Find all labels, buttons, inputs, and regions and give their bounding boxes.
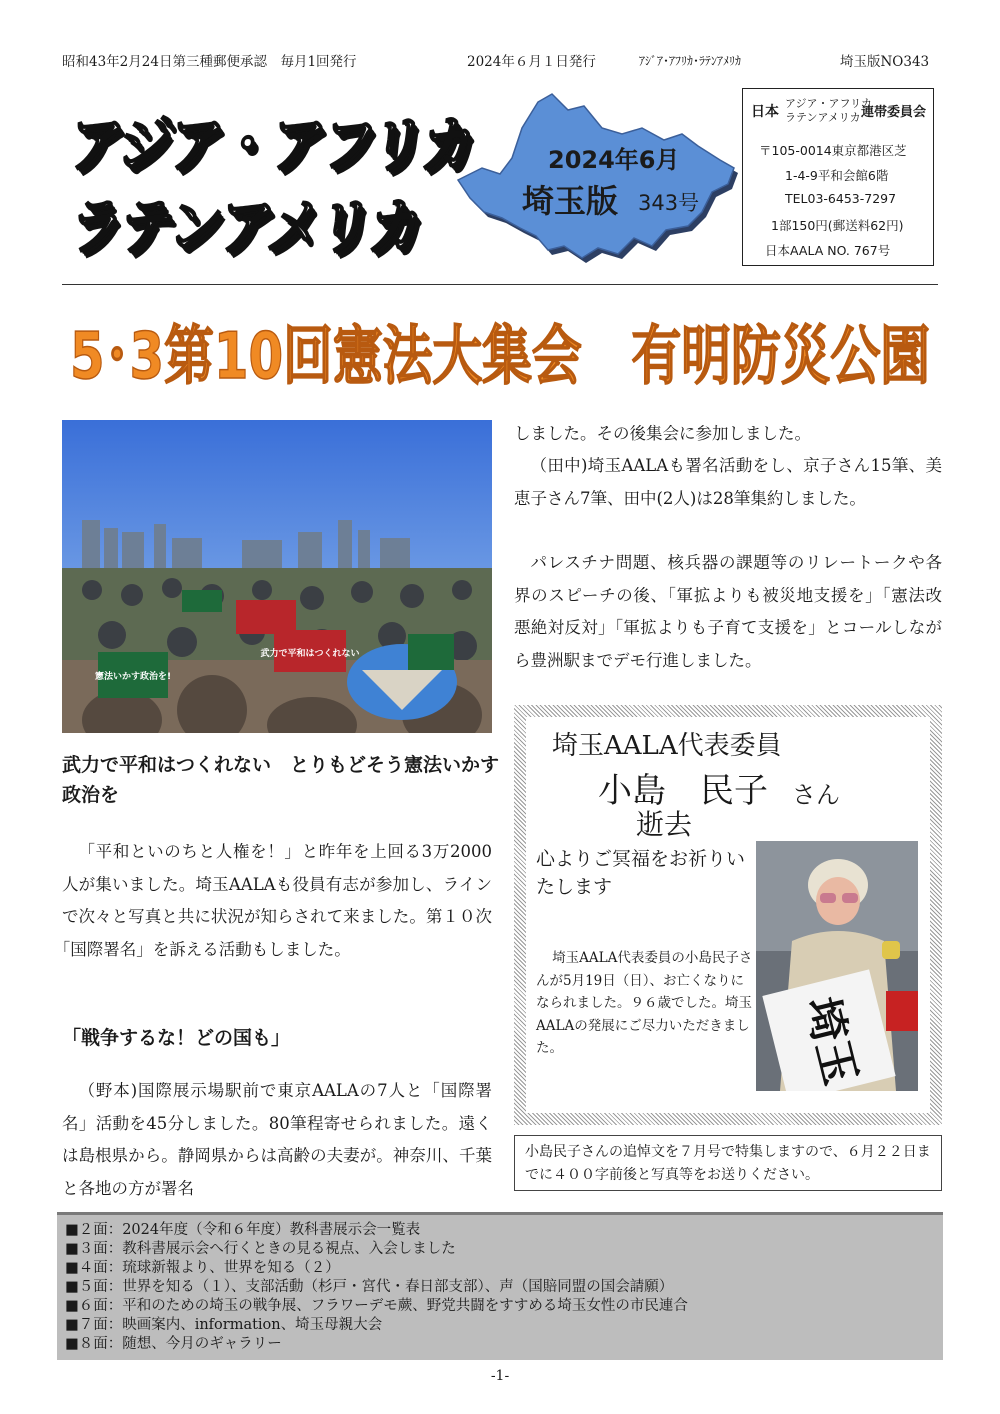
postal-approval: 昭和43年2月24日第三種郵便承認 毎月1回発行 bbox=[62, 54, 357, 70]
rally-photo-illustration bbox=[62, 420, 492, 733]
publisher-org-line2: ラテンアメリカ bbox=[785, 111, 861, 124]
publisher-issue-no: 日本AALA NO. 767号 bbox=[765, 243, 891, 258]
contents-item: ■３面：教科書展示会へ行くときの見る視点、入会しました bbox=[65, 1241, 456, 1257]
masthead-line-2: ラテンアメリカ bbox=[65, 191, 424, 263]
header-divider bbox=[62, 284, 938, 285]
top-info-line bbox=[62, 50, 938, 72]
contents-list bbox=[57, 1212, 943, 1360]
portrait-sign-text: 埼玉 bbox=[795, 992, 866, 1090]
memorial-box-inner bbox=[526, 717, 930, 1113]
masthead-line-1: アジア・アフリカ bbox=[65, 109, 477, 181]
publisher-committee: 連帯委員会 bbox=[861, 105, 927, 120]
contents-item: ■４面：琉球新報より、世界を知る（２） bbox=[65, 1260, 340, 1276]
memorial-condolence: 心よりご冥福をお祈りいたします bbox=[536, 848, 746, 898]
org-small-name: ｱｼﾞｱ･ｱﾌﾘｶ･ﾗﾃﾝｱﾒﾘｶ bbox=[639, 54, 742, 68]
memorial-title: 埼玉AALA代表委員 bbox=[552, 731, 782, 761]
memorial-honorific: さん bbox=[792, 781, 840, 809]
publisher-price: 1部150円(郵送料62円) bbox=[771, 218, 904, 233]
article-paragraph-1: 「平和といのちと人権を！」と昨年を上回る3万2000人が集いました。埼玉AALAも役員有志が参加し、ラインで次々と写真と共に状況が知らされて来ました。第１０次｢国際署名」を訴える活動もしました。 bbox=[62, 842, 492, 959]
map-date: 2024年6月 bbox=[548, 146, 680, 174]
publisher-country: 日本 bbox=[751, 104, 779, 120]
headline-banner bbox=[62, 304, 938, 404]
memorial-body: 埼玉AALA代表委員の小島民子さんが5月19日（日）、お亡くなりになられました。９６歳でした。埼玉AALAの発展にご尽力いただきました。 bbox=[536, 950, 753, 1056]
article-paragraph-2: （野本)国際展示場駅前で東京AALAの7人と「国際署名」活動を45分しました。80筆程寄せられました。遠くは島根県から。静岡県からは高齢の夫妻が。神奈川、千葉と各地の方が署名 bbox=[62, 1081, 492, 1198]
publisher-org-line1: アジア・アフリカ bbox=[785, 97, 873, 110]
contents-item: ■２面：2024年度（令和６年度）教科書展示会一覧表 bbox=[65, 1222, 421, 1238]
issue-date: 2024年６月１日発行 bbox=[467, 54, 596, 70]
contents-item: ■８面：随想、今月のギャラリー bbox=[65, 1336, 282, 1352]
memorial-status: 逝去 bbox=[636, 808, 693, 841]
contents-item: ■５面：世界を知る（１）、支部活動（杉戸・宮代・春日部支部）、声（国賠同盟の国会請願） bbox=[65, 1279, 674, 1295]
article-subhead: 武力で平和はつくれない とりもどそう憲法いかす政治を bbox=[62, 754, 500, 806]
contents-item: ■６面：平和のための埼玉の戦争展、フラワーデモ蕨、野党共闘をすすめる埼玉女性の市民連合 bbox=[65, 1298, 688, 1314]
saitama-map bbox=[452, 88, 740, 263]
article-paragraph-4: （田中)埼玉AALAも署名活動をし、京子さん15筆、美恵子さん7筆、田中(2人)は28筆集約しました。 bbox=[514, 456, 942, 508]
map-edition: 埼玉版 bbox=[522, 182, 619, 220]
article-paragraph-3: しました。その後集会に参加しました。 bbox=[514, 424, 811, 443]
memorial-name: 小島 民子 bbox=[598, 771, 768, 811]
photo-sign-peace: 武力で平和はつくれない bbox=[260, 649, 360, 659]
section-title: 「戦争するな！どの国も」 bbox=[62, 1027, 291, 1049]
publisher-address1: 〒105-0014東京都港区芝 bbox=[759, 143, 907, 158]
headline bbox=[62, 304, 938, 404]
rally-photo bbox=[62, 420, 492, 733]
memorial-portrait bbox=[756, 841, 918, 1091]
map-issue-number: 343号 bbox=[638, 191, 700, 215]
photo-sign-constitution: 憲法いかす政治を! bbox=[94, 672, 172, 682]
memorial-portrait-illustration bbox=[756, 841, 918, 1091]
publisher-address2: 1-4-9平和会館6階 bbox=[785, 168, 889, 183]
edition-code: 埼玉版NO343 bbox=[840, 54, 930, 70]
headline-text: 5･3第10回憲法大集会 有明防災公園 bbox=[70, 320, 930, 394]
memorial-box bbox=[514, 705, 942, 1125]
masthead-logo bbox=[65, 92, 477, 263]
memorial-notice-box: 小島民子さんの追悼文を７月号で特集しますので、６月２２日までに４００字前後と写真等をお送りください。 bbox=[514, 1135, 942, 1191]
publisher-info-box bbox=[742, 88, 934, 266]
article-paragraph-5: パレスチナ問題、核兵器の課題等のリレートークや各界のスピーチの後、「軍拡よりも被災地支援を」「憲法改悪絶対反対」「軍拡よりも子育て支援を」とコールしながら豊洲駅までデモ行進しました。 bbox=[514, 553, 942, 670]
publisher-tel: TEL03-6453-7297 bbox=[785, 191, 897, 206]
page-number: -1- bbox=[490, 1368, 510, 1384]
contents-item: ■７面：映画案内、information、埼玉母親大会 bbox=[65, 1317, 383, 1333]
